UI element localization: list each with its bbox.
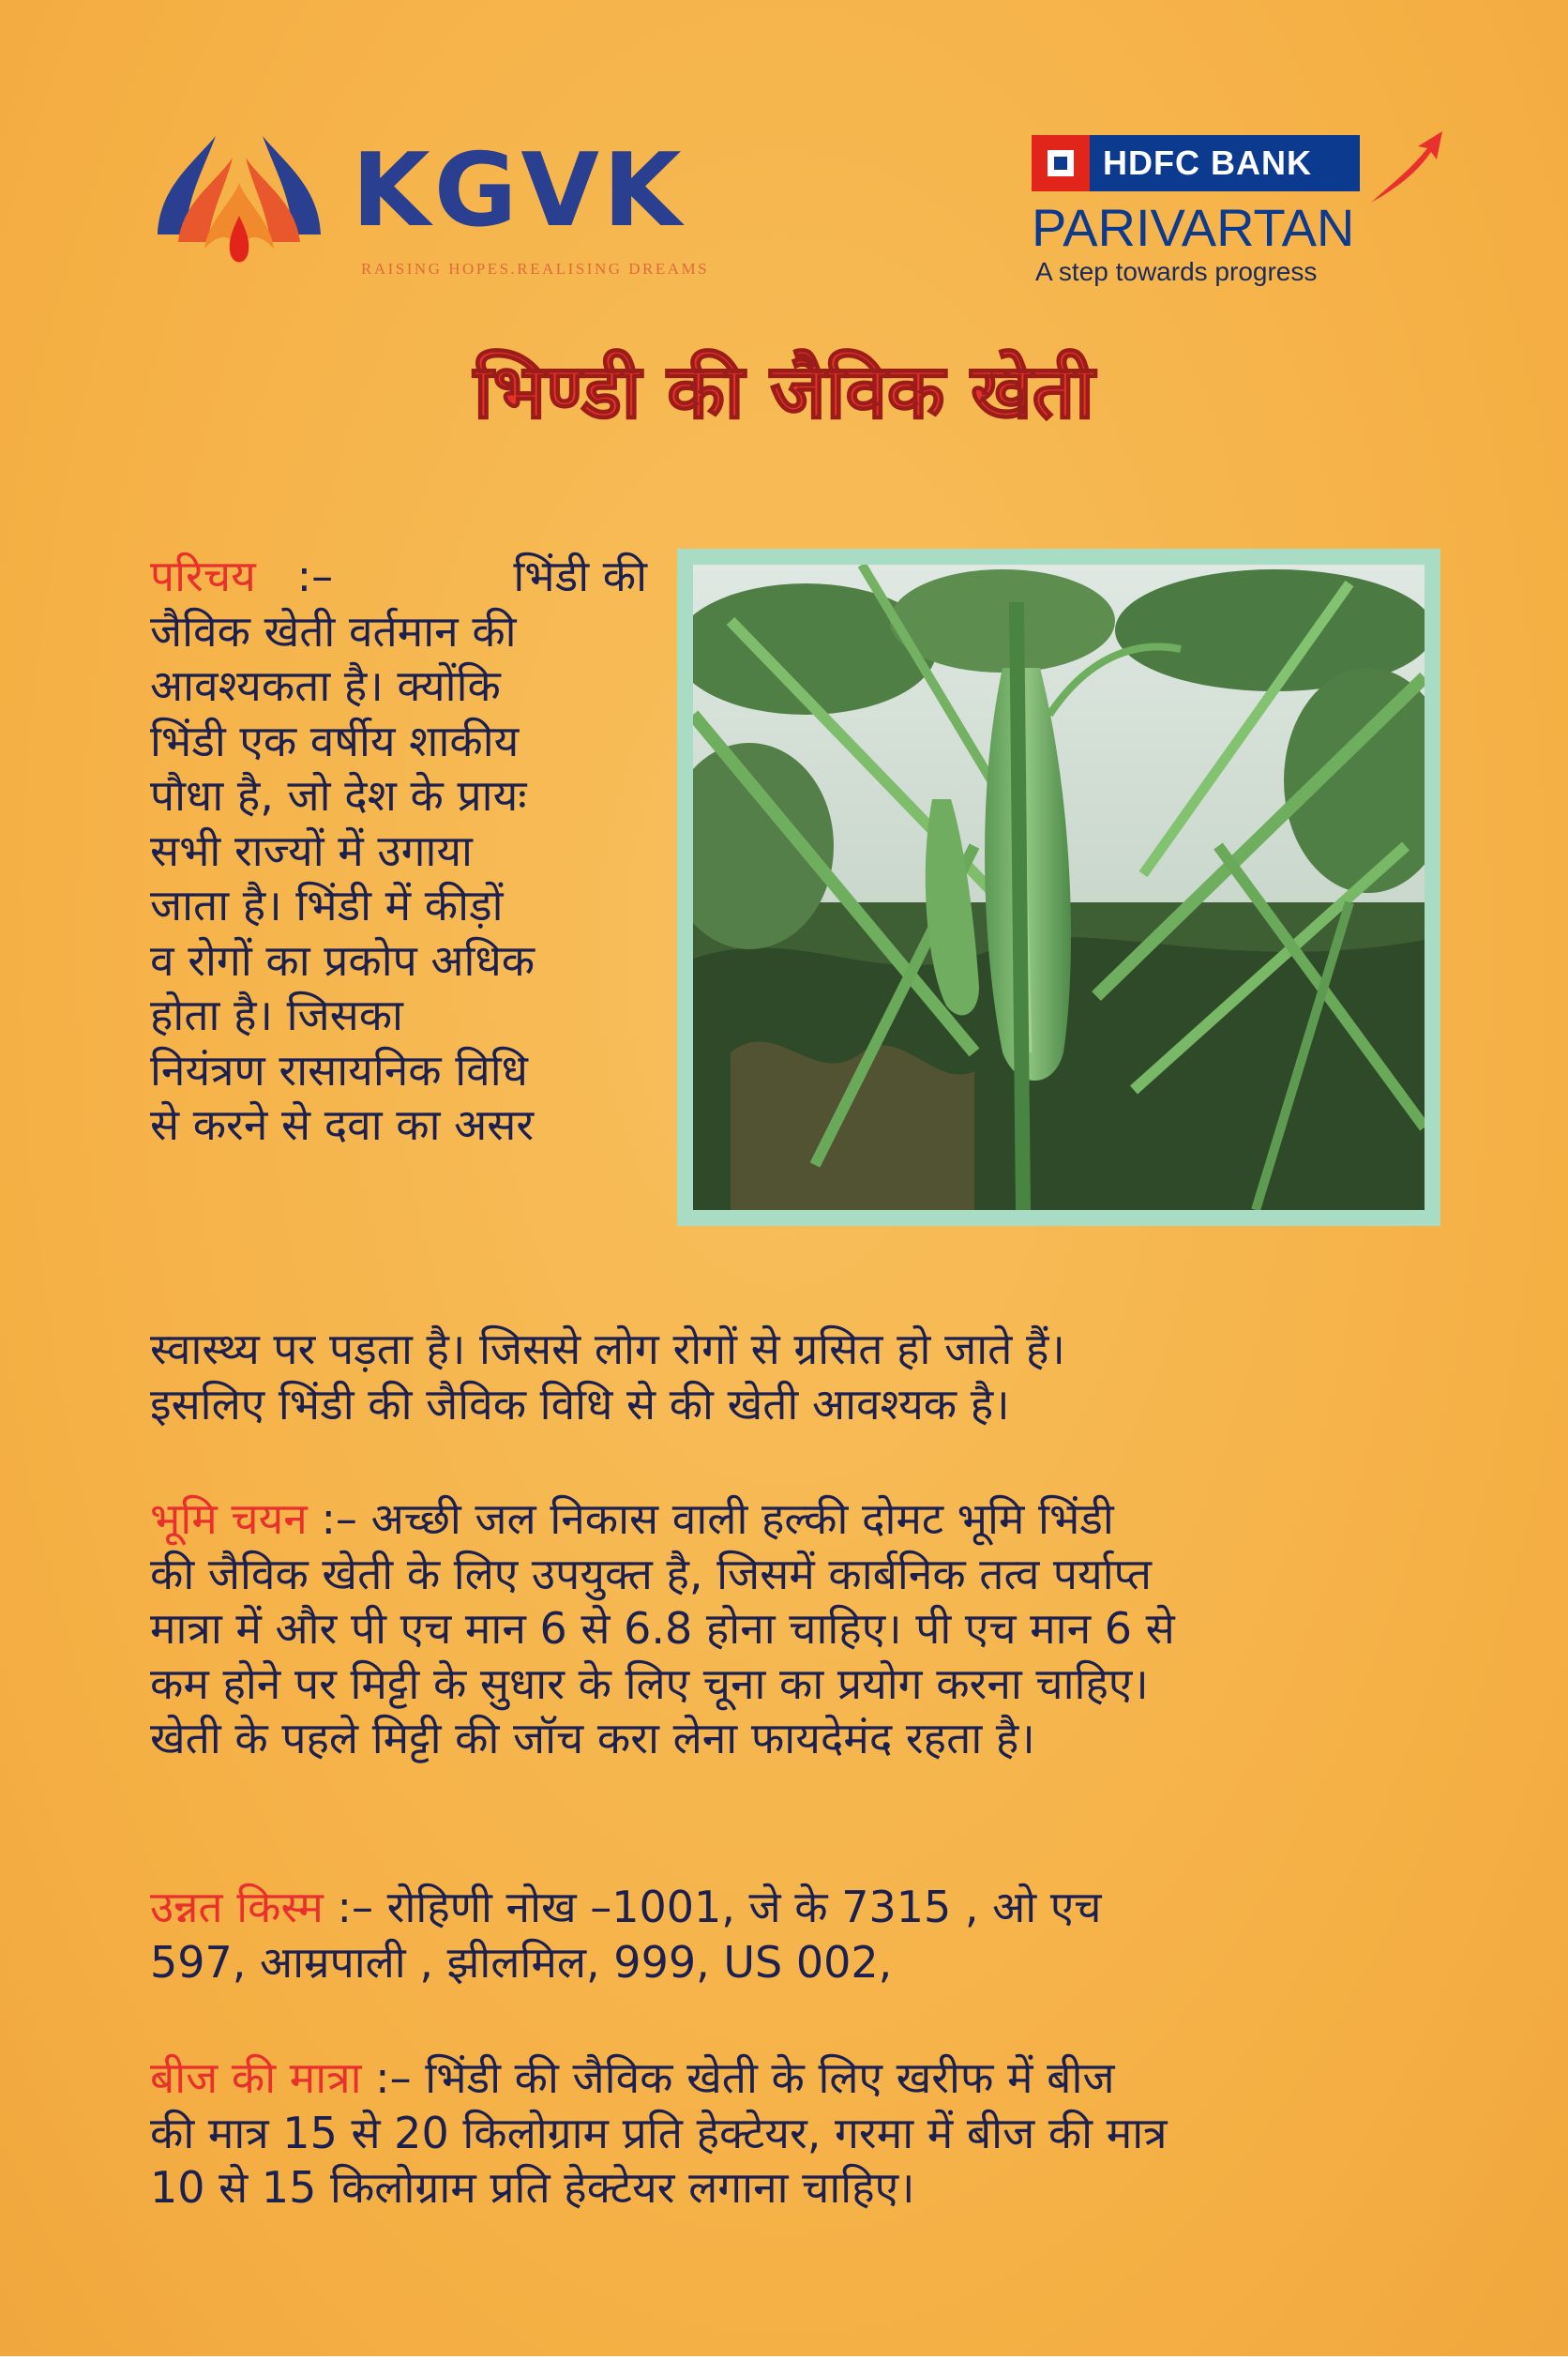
hdfc-mark-icon bbox=[1032, 135, 1090, 191]
intro-line: स्वास्थ्य पर पड़ता है। जिससे लोग रोगों से ग्रसित हो जाते हैं। bbox=[150, 1324, 1065, 1374]
kgvk-flame-icon bbox=[150, 131, 328, 272]
okra-plant-image bbox=[693, 565, 1425, 1210]
intro-label: परिचय bbox=[150, 551, 256, 601]
variety-section bbox=[150, 1880, 1444, 1989]
intro-line bbox=[150, 549, 647, 604]
intro-line: व रोगों का प्रकोप अधिक bbox=[150, 934, 535, 986]
arrow-swoosh-icon bbox=[1369, 131, 1444, 206]
intro-line: इसलिए भिंडी की जैविक विधि से की खेती आवश्यक है। bbox=[150, 1378, 1010, 1430]
intro-line: होता है। जिसका bbox=[150, 990, 403, 1040]
parivartan-tagline: A step towards progress bbox=[1035, 257, 1318, 286]
hdfc-parivartan-logo bbox=[1032, 131, 1454, 291]
parivartan-wordmark: PARIVARTAN bbox=[1032, 198, 1355, 257]
soil-separator: :– bbox=[321, 1493, 357, 1544]
variety-label: उन्नत किस्म bbox=[150, 1882, 324, 1932]
intro-line: से करने से दवा का असर bbox=[150, 1099, 535, 1150]
intro-line: पौधा है, जो देश के प्रायः bbox=[150, 770, 527, 821]
soil-line: की जैविक खेती के लिए उपयुक्त है, जिसमें कार्बनिक तत्व पर्याप्त bbox=[150, 1548, 1153, 1599]
seed-section bbox=[150, 2050, 1444, 2216]
intro-first-text: भिंडी की bbox=[513, 551, 647, 601]
kgvk-tagline: RAISING HOPES.REALISING DREAMS bbox=[361, 260, 710, 278]
variety-line: 597, आम्रपाली , झीलमिल, 999, US 002, bbox=[150, 1936, 893, 1988]
soil-first-text: अच्छी जल निकास वाली हल्की दोमट भूमि भिंडी bbox=[370, 1493, 1114, 1544]
soil-label: भूमि चयन bbox=[150, 1493, 308, 1544]
intro-separator: :– bbox=[296, 551, 334, 601]
kgvk-wordmark: KGVK bbox=[352, 132, 686, 250]
soil-line: खेती के पहले मिट्टी की जॉच करा लेना फायदेमंद रहता है। bbox=[150, 1713, 1035, 1763]
seed-line: की मात्र 15 से 20 किलोग्राम प्रति हेक्टेयर, गरमा में बीज की मात्र bbox=[150, 2107, 1168, 2158]
kgvk-logo bbox=[150, 131, 788, 291]
intro-continued bbox=[150, 1322, 1444, 1431]
intro-line: सभी राज्यों में उगाया bbox=[150, 824, 473, 876]
seed-first-text: भिंडी की जैविक खेती के लिए खरीफ में बीज bbox=[425, 2052, 1115, 2103]
soil-line: मात्रा में और पी एच मान 6 से 6.8 होना चाहिए। पी एच मान 6 से bbox=[150, 1603, 1175, 1654]
variety-separator: :– bbox=[337, 1882, 374, 1932]
variety-first-line bbox=[150, 1880, 1444, 1935]
intro-line: आवश्यकता है। क्योंकि bbox=[150, 660, 501, 711]
soil-line: कम होने पर मिट्टी के सुधार के लिए चूना का प्रयोग करना चाहिए। bbox=[150, 1657, 1149, 1709]
intro-line: भिंडी एक वर्षीय शाकीय bbox=[150, 715, 520, 766]
seed-label: बीज की मात्रा bbox=[150, 2052, 362, 2103]
hdfc-bank-badge bbox=[1032, 135, 1360, 191]
okra-photo-frame bbox=[677, 549, 1440, 1226]
intro-line: नियंत्रण रासायनिक विधि bbox=[150, 1044, 528, 1096]
soil-section bbox=[150, 1491, 1444, 1766]
scan-border bbox=[0, 2356, 1568, 2375]
intro-line: जैविक खेती वर्तमान की bbox=[150, 605, 517, 657]
variety-first-text: रोहिणी नोख –1001, जे के 7315 , ओ एच bbox=[386, 1882, 1102, 1932]
intro-section bbox=[150, 549, 647, 1153]
seed-line: 10 से 15 किलोग्राम प्रति हेक्टेयर लगाना चाहिए। bbox=[150, 2162, 915, 2213]
seed-first-line bbox=[150, 2050, 1444, 2106]
hdfc-bank-label: HDFC BANK bbox=[1103, 144, 1312, 182]
soil-first-line bbox=[150, 1491, 1444, 1547]
intro-line: जाता है। भिंडी में कीड़ों bbox=[150, 880, 504, 930]
page-title: भिण्डी की जैविक खेती bbox=[474, 348, 1094, 435]
seed-separator: :– bbox=[375, 2052, 412, 2103]
